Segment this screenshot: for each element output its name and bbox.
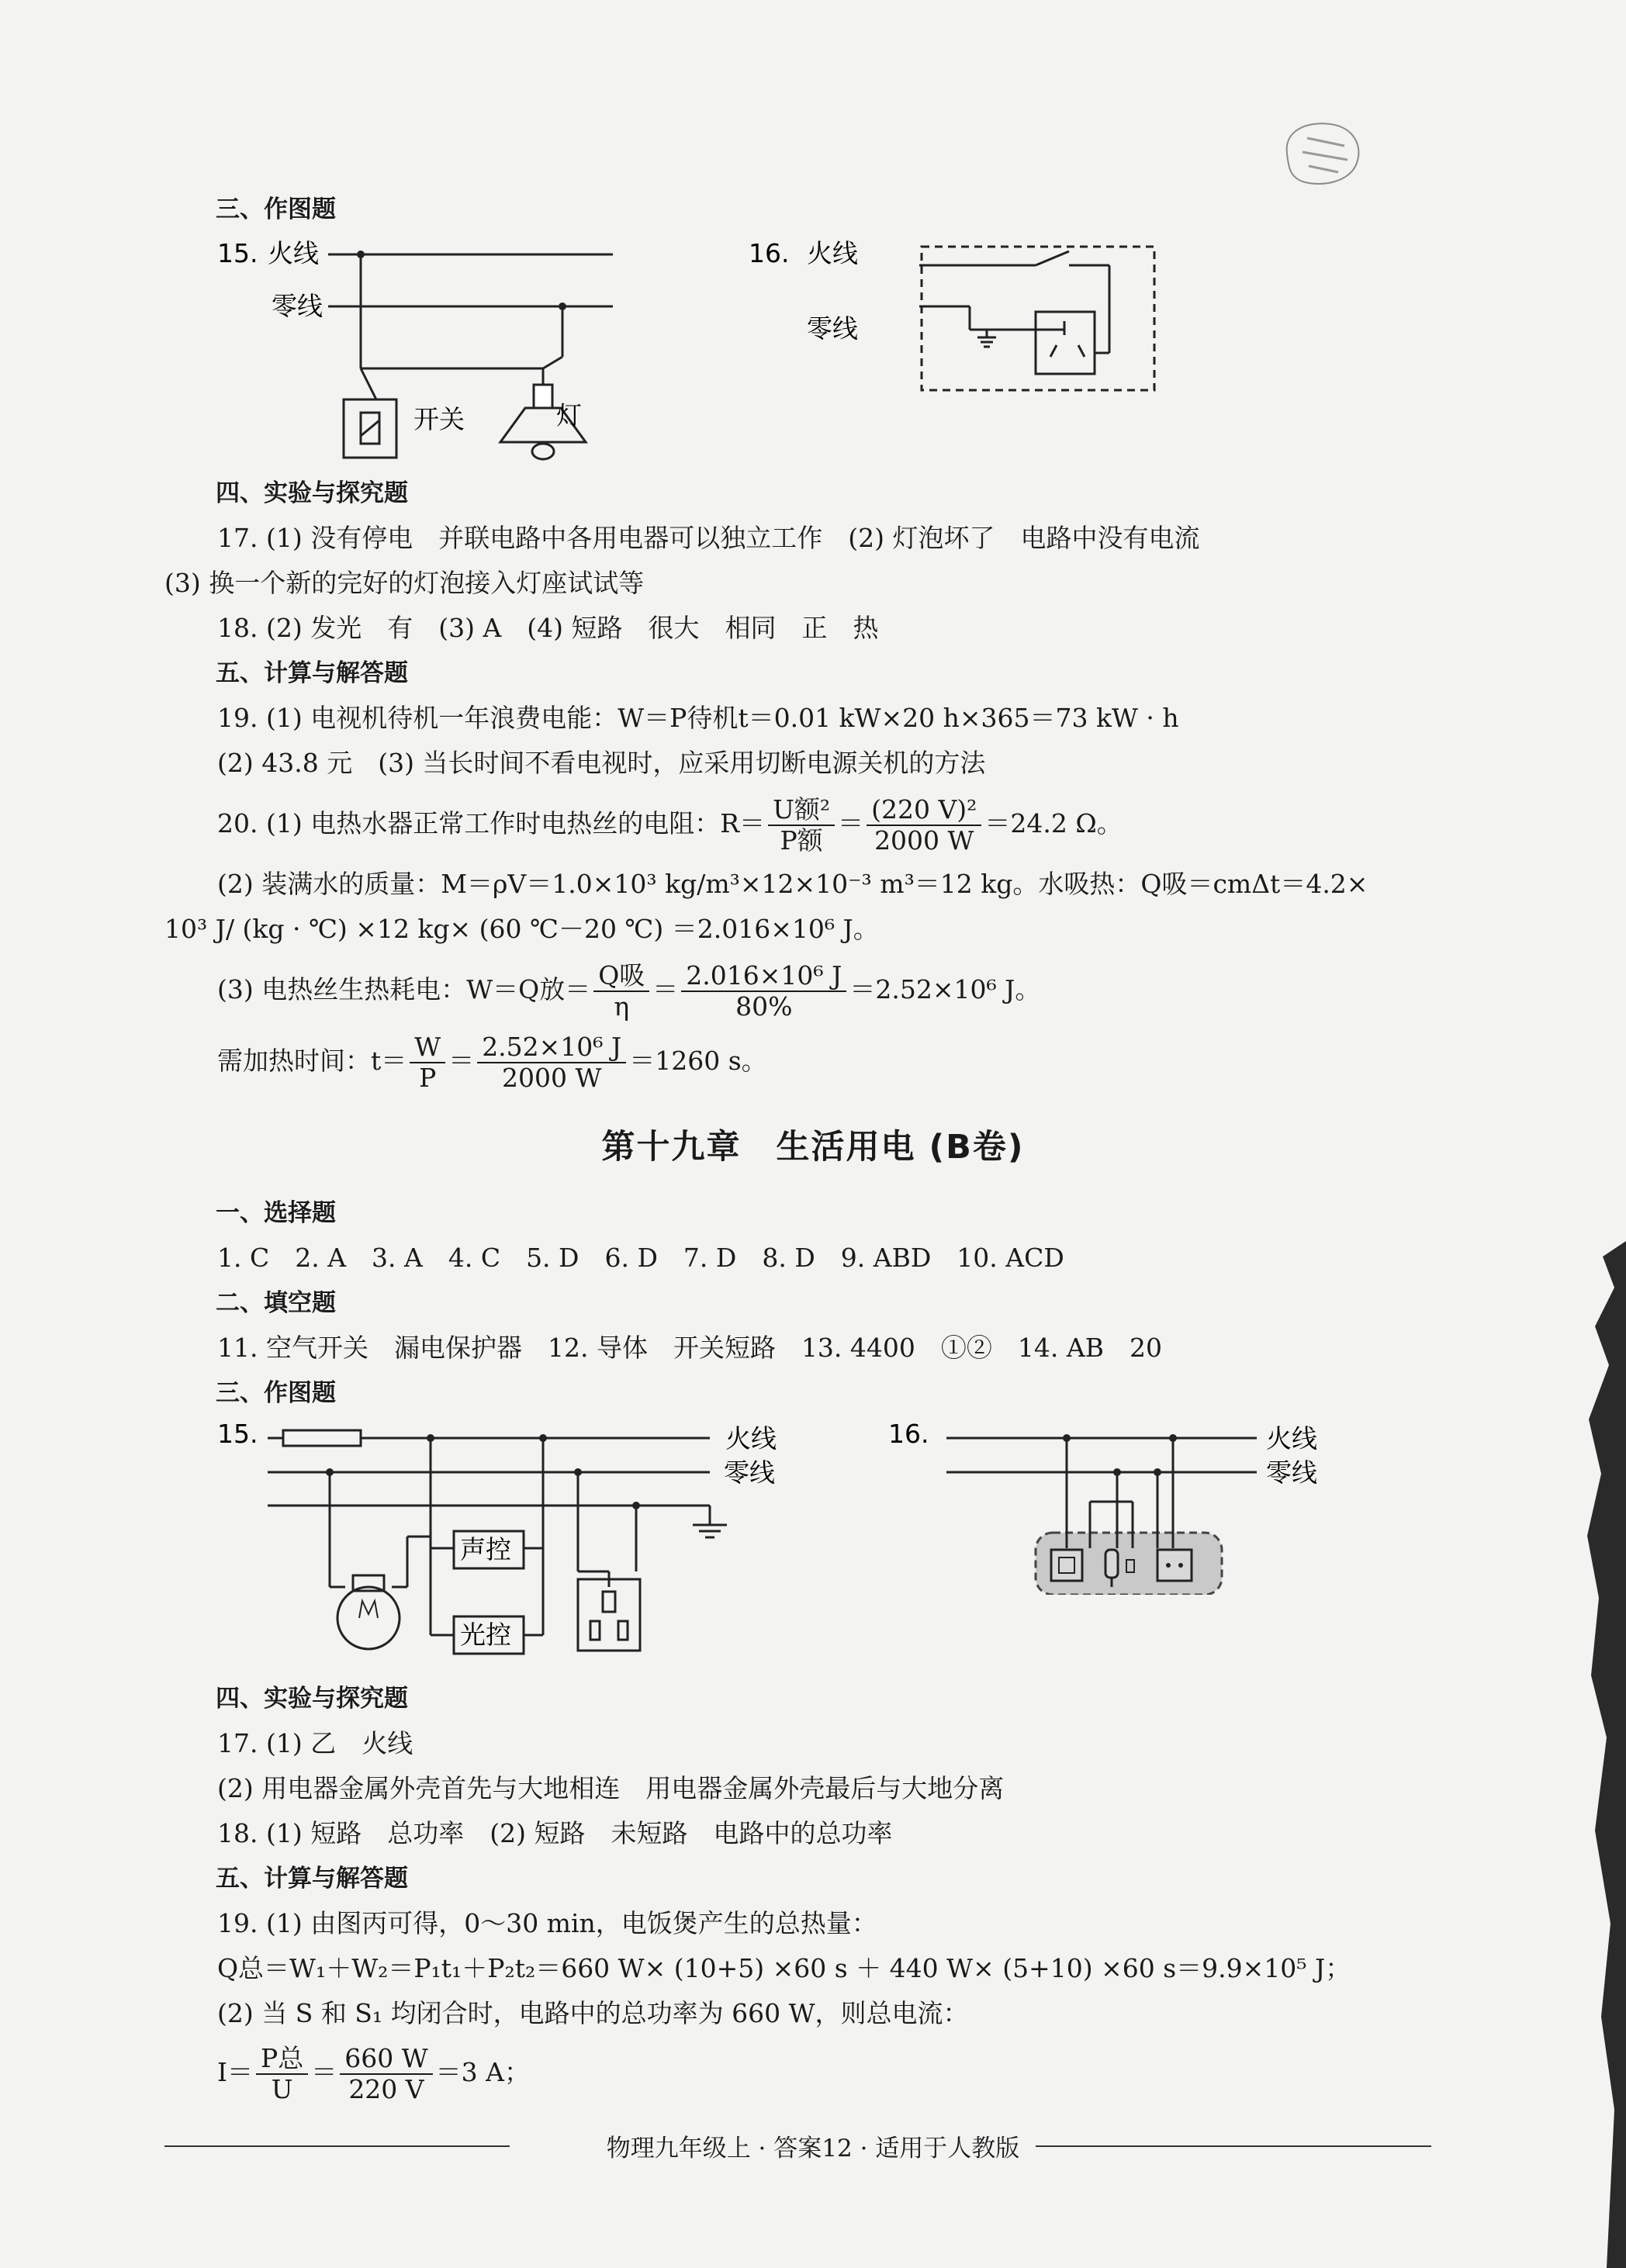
a20-part3-result: ＝2.52×10⁶ J。 [849, 974, 1041, 1004]
a20-part1-equals: ＝ [838, 808, 864, 838]
a20-part3-equals: ＝ [652, 974, 679, 1004]
answer-b18: 18. (1) 短路 总功率 (2) 短路 未短路 电路中的总功率 [217, 1818, 893, 1848]
answer-a18: 18. (2) 发光 有 (3) A (4) 短路 很大 相同 正 热 [217, 613, 879, 643]
diagram-a15-switch-label: 开关 [413, 404, 465, 434]
answer-a19-line2: (2) 43.8 元 (3) 当长时间不看电视时，应采用切断电源关机的方法 [217, 748, 986, 778]
a20-part1-prefix: 20. (1) 电热水器正常工作时电热丝的电阻：R＝ [217, 808, 766, 838]
section-heading-exp-b: 四、实验与探究题 [216, 1685, 408, 1713]
section-heading-calc-a: 五、计算与解答题 [216, 659, 408, 687]
answer-b19-line2: Q总＝W₁＋W₂＝P₁t₁＋P₂t₂＝660 W× (10+5) ×60 s ＋ 440 W× (5+10) ×60 s＝9.9×10⁵ J； [217, 1953, 1351, 1983]
a20-part1-denominator: P额 [780, 825, 823, 856]
a20-part3-prefix: (3) 电热丝生热耗电：W＝Q放＝ [217, 974, 591, 1004]
b19-current-result: ＝3 A； [435, 2057, 530, 2087]
diagram-a16-neutral-label: 零线 [807, 313, 858, 344]
a20-part4-equals: ＝ [448, 1046, 475, 1076]
answer-a20-part2-line1: (2) 装满水的质量：M＝ρV＝1.0×10³ kg/m³×12×10⁻³ m³＝12 kg。水吸热：Q吸＝cmΔt＝4.2× [217, 869, 1368, 899]
diagram-a15-neutral-label: 零线 [272, 291, 323, 321]
socket-icon [578, 1579, 640, 1651]
torn-edge-decoration [1572, 1241, 1626, 2268]
b19-current-denominator: U [271, 2074, 293, 2104]
answer-a20-part4 [217, 1027, 767, 1095]
b19-current-numerator: P总 [256, 2044, 308, 2075]
answer-b19-line3: (2) 当 S 和 S₁ 均闭合时，电路中的总功率为 660 W，则总电流： [217, 1998, 969, 2028]
diagram-b15-number: 15. [217, 1419, 258, 1449]
lamp-icon [1105, 1550, 1118, 1578]
page-footer: 物理九年级上 · 答案12 · 适用于人教版 [606, 2135, 1020, 2163]
answer-b17-line1: 17. (1) 乙 火线 [217, 1728, 413, 1758]
diagram-b15-neutral-label: 零线 [724, 1457, 775, 1488]
diagram-b16-number: 16. [888, 1419, 929, 1449]
answer-b-fill: 11. 空气开关 漏电保护器 12. 导体 开关短路 13. 4400 ①② 14. AB 20 [217, 1333, 1162, 1363]
answer-a17-line1: 17. (1) 没有停电 并联电路中各用电器可以独立工作 (2) 灯泡坏了 电路中没有电流 [217, 523, 1200, 553]
diagram-a16 [745, 233, 1164, 399]
a20-part4-numerator2: 2.52×10⁶ J [477, 1032, 626, 1063]
diagram-b16 [884, 1416, 1319, 1595]
answer-a20-part2-line2: 10³ J/ (kg · ℃) ×12 kg× (60 ℃－20 ℃) ＝2.016×10⁶ J。 [164, 914, 879, 944]
a20-part4-prefix: 需加热时间：t＝ [217, 1046, 407, 1076]
section-heading-exp-a: 四、实验与探究题 [216, 479, 408, 507]
a20-part1-numerator2: (220 V)² [867, 795, 981, 826]
a20-part1-numerator: U额² [768, 795, 835, 826]
answer-b-choices: 1. C 2. A 3. A 4. C 5. D 6. D 7. D 8. D 9. ABD 10. ACD [217, 1243, 1064, 1273]
diagram-b16-neutral-label: 零线 [1266, 1457, 1317, 1488]
stamp-icon [1276, 115, 1369, 192]
section-heading-draw-a: 三、作图题 [216, 195, 336, 223]
a20-part4-numerator: W [410, 1032, 445, 1063]
b19-current-equals: ＝ [311, 2057, 337, 2087]
answer-b19-line1: 19. (1) 由图丙可得，0～30 min，电饭煲产生的总热量： [217, 1908, 877, 1938]
a20-part1-result: ＝24.2 Ω。 [984, 808, 1123, 838]
b19-current-prefix: I＝ [217, 2057, 254, 2087]
diagram-b15 [213, 1416, 803, 1672]
a20-part4-denominator2: 2000 W [502, 1063, 602, 1093]
answer-a19-line1: 19. (1) 电视机待机一年浪费电能：W＝P待机t＝0.01 kW×20 h×365＝73 kW · h [217, 703, 1179, 733]
diagram-a16-number: 16. [749, 238, 790, 268]
a20-part1-denominator2: 2000 W [874, 825, 974, 856]
diagram-a15 [213, 233, 632, 469]
answer-b19-current [217, 2038, 530, 2107]
switch-icon [1051, 1550, 1082, 1581]
answer-a17-line2: (3) 换一个新的完好的灯泡接入灯座试试等 [164, 568, 645, 598]
section-heading-calc-b: 五、计算与解答题 [216, 1865, 408, 1893]
diagram-a16-live-label: 火线 [807, 238, 858, 268]
a20-part3-denominator: η [614, 991, 630, 1022]
socket-icon [1157, 1550, 1192, 1581]
diagram-a15-lamp-label: 灯 [556, 400, 582, 430]
fuse-icon [283, 1430, 361, 1446]
a20-part4-result: ＝1260 s。 [629, 1046, 767, 1076]
diagram-a15-number: 15. [217, 238, 258, 268]
section-heading-choice-b: 一、选择题 [216, 1199, 336, 1227]
b19-current-denominator2: 220 V [348, 2074, 424, 2104]
a20-part4-denominator: P [419, 1063, 437, 1093]
a20-part3-numerator2: 2.016×10⁶ J [681, 961, 846, 992]
chapter-title: 第十九章 生活用电 (B卷) [601, 1128, 1025, 1167]
b19-current-numerator2: 660 W [340, 2044, 432, 2075]
diagram-b15-light-label: 光控 [460, 1620, 511, 1650]
bulb-icon [337, 1587, 400, 1649]
section-heading-draw-b: 三、作图题 [216, 1379, 336, 1407]
diagram-b15-sound-label: 声控 [460, 1534, 511, 1564]
answer-a20-part3 [217, 956, 1040, 1024]
a20-part3-numerator: Q吸 [593, 961, 649, 992]
diagram-b15-live-label: 火线 [725, 1423, 777, 1454]
diagram-a15-live-label: 火线 [268, 238, 319, 268]
answer-b17-line2: (2) 用电器金属外壳首先与大地相连 用电器金属外壳最后与大地分离 [217, 1773, 1005, 1803]
section-heading-fill-b: 二、填空题 [216, 1289, 336, 1317]
answer-a20-part1 [217, 790, 1123, 858]
diagram-b16-live-label: 火线 [1266, 1423, 1317, 1454]
a20-part3-denominator2: 80% [735, 991, 793, 1022]
